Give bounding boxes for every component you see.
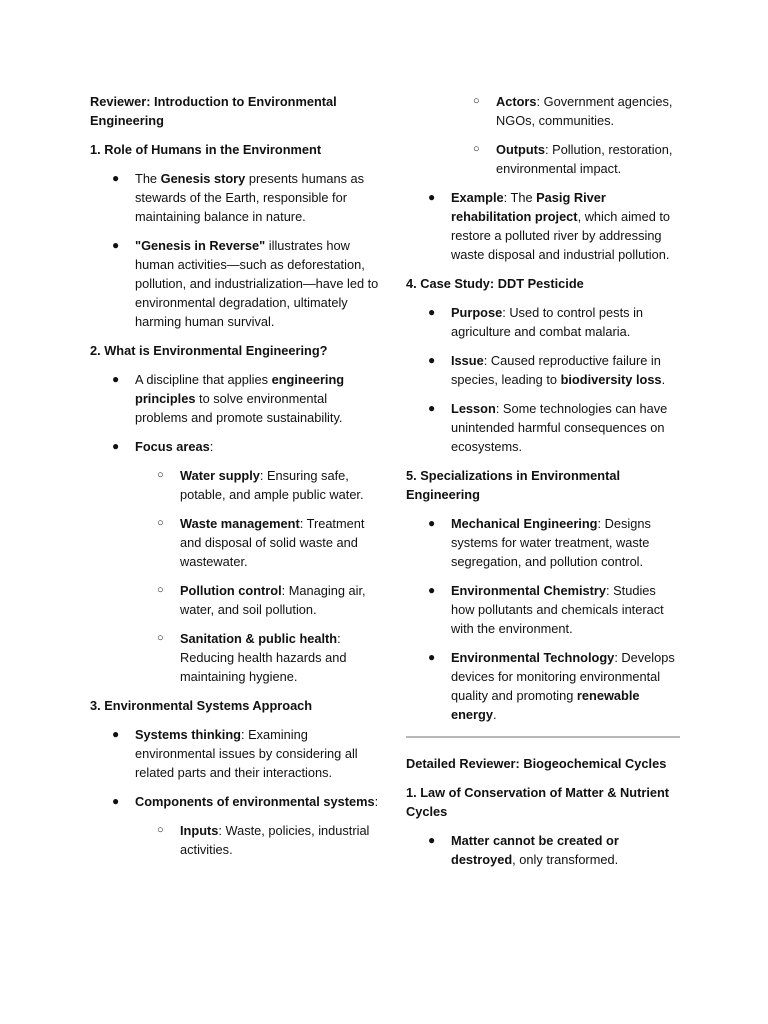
sub-list-item: ○ Actors: Government agencies, NGOs, communities. [473, 94, 673, 128]
sub-list-item: ○ Outputs: Pollution, restoration, environmental impact. [473, 142, 673, 176]
list-item: ● The Genesis story presents humans as stewards of the Earth, responsible for maintaining balance in nature. [112, 171, 365, 224]
list-item: ● A discipline that applies engineering principles to solve environmental problems and promote sustainability. [112, 372, 345, 425]
sub-list-item: ○ Waste management: Treatment and disposal of solid waste and wastewater. [157, 516, 365, 569]
right-column [406, 92, 680, 879]
bullet-icon: ● [112, 238, 120, 252]
document-title: Reviewer: Introduction to Environmental Engineering [90, 94, 337, 128]
list-item: ● Issue: Caused reproductive failure in species, leading to biodiversity loss. [428, 353, 666, 387]
list-item: ● Mechanical Engineering: Designs systems for water treatment, waste segregation, and pollution control. [428, 516, 651, 569]
bullet-icon: ● [112, 794, 120, 808]
bullet-icon: ● [112, 372, 120, 386]
section-heading: 1. Role of Humans in the Environment [90, 142, 322, 157]
bullet-icon: ● [428, 583, 436, 597]
sub-list-item: ○ Inputs: Waste, policies, industrial activities. [157, 823, 370, 857]
list-item: ● Environmental Chemistry: Studies how pollutants and chemicals interact with the environment. [428, 583, 664, 636]
bullet-icon: ● [428, 516, 436, 530]
bullet-icon: ● [428, 650, 436, 664]
list-item: ● Purpose: Used to control pests in agriculture and combat malaria. [428, 305, 644, 339]
bullet-icon: ● [428, 190, 436, 204]
list-item: ● Components of environmental systems: [112, 794, 379, 809]
bullet-icon: ● [428, 833, 436, 847]
list-item: ● Lesson: Some technologies can have unintended harmful consequences on ecosystems. [428, 401, 668, 454]
list-item: ● Focus areas: [112, 439, 214, 454]
sub-list-item: ○ Pollution control: Managing air, water, and soil pollution. [157, 583, 366, 617]
horizontal-divider [406, 736, 680, 738]
section-heading: 3. Environmental Systems Approach [90, 698, 313, 713]
bullet-icon: ● [428, 401, 436, 415]
circle-bullet-icon: ○ [473, 95, 480, 107]
bullet-icon: ● [112, 727, 120, 741]
circle-bullet-icon: ○ [157, 632, 164, 644]
bullet-icon: ● [112, 171, 120, 185]
circle-bullet-icon: ○ [157, 584, 164, 596]
circle-bullet-icon: ○ [157, 824, 164, 836]
bullet-icon: ● [112, 439, 120, 453]
section-title: Detailed Reviewer: Biogeochemical Cycles [406, 756, 667, 771]
sub-list-item: ○ Water supply: Ensuring safe, potable, and ample public water. [157, 468, 364, 502]
bullet-icon: ● [428, 305, 436, 319]
circle-bullet-icon: ○ [157, 517, 164, 529]
sub-list-item: ○ Sanitation & public health: Reducing health hazards and maintaining hygiene. [157, 631, 347, 684]
list-item: ● Example: The Pasig River rehabilitation project, which aimed to restore a polluted river by addressing waste disposal and industrial pollution. [428, 190, 671, 262]
bullet-icon: ● [428, 353, 436, 367]
section-heading: 1. Law of Conservation of Matter & Nutrient Cycles [406, 785, 670, 819]
section-heading: 2. What is Environmental Engineering? [90, 343, 328, 358]
circle-bullet-icon: ○ [157, 469, 164, 481]
list-item: ● "Genesis in Reverse" illustrates how human activities—such as deforestation, pollution, and industrialization—have led to environmental degradation, ultimately harming human survival. [112, 238, 379, 329]
left-column [90, 92, 380, 869]
list-item: ● Systems thinking: Examining environmental issues by considering all related parts and their interactions. [112, 727, 358, 780]
list-item: ● Environmental Technology: Develops devices for monitoring environmental quality and promoting renewable energy. [428, 650, 675, 722]
circle-bullet-icon: ○ [473, 143, 480, 155]
list-item: ● Matter cannot be created or destroyed, only transformed. [428, 833, 619, 867]
section-heading: 5. Specializations in Environmental Engineering [406, 468, 621, 502]
section-heading: 4. Case Study: DDT Pesticide [406, 276, 584, 291]
